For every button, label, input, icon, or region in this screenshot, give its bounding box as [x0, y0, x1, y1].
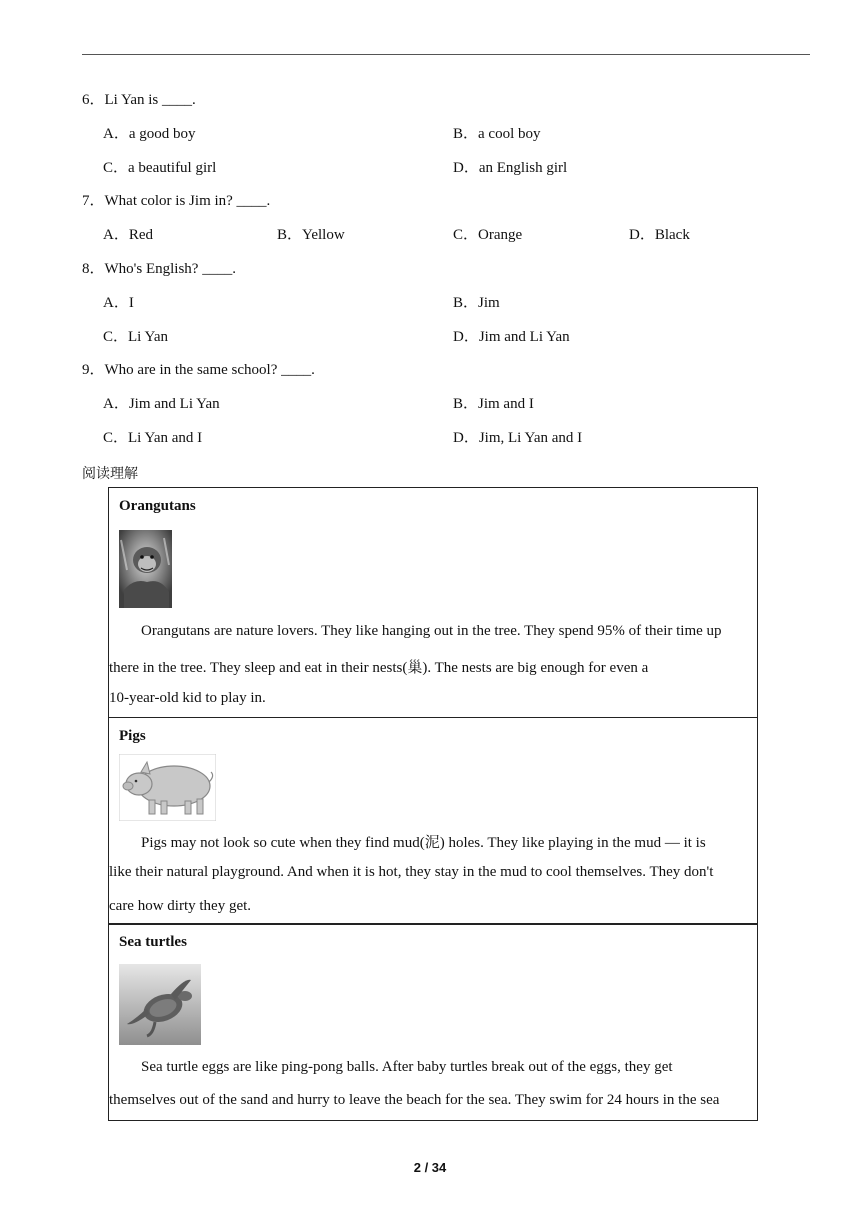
section-title: 阅读理解 [82, 466, 138, 482]
question-9: 9．Who are in the same school? ____. [82, 362, 315, 378]
passage-title: Orangutans [119, 498, 196, 514]
passage-line: Orangutans are nature lovers. They like hanging out in the tree. They spend 95% of their time up [141, 623, 722, 639]
passage-pigs [108, 717, 758, 925]
passage-line: care how dirty they get. [109, 898, 252, 914]
option-8c[interactable]: C．Li Yan [103, 329, 169, 345]
passage-line: Pigs may not look so cute when they find mud(泥) holes. They like playing in the mud — it is [141, 835, 706, 851]
passage-title: Sea turtles [119, 934, 187, 950]
passage-line: themselves out of the sand and hurry to leave the beach for the sea. They swim for 24 hours in the sea [109, 1092, 720, 1108]
orangutan-photo [119, 530, 172, 608]
passage-orangutans [108, 487, 758, 718]
sea-turtle-photo [119, 964, 201, 1045]
option-7b[interactable]: B．Yellow [277, 227, 345, 243]
header-rule [82, 54, 810, 55]
passage-line: Sea turtle eggs are like ping-pong balls. After baby turtles break out of the eggs, they get [141, 1059, 673, 1075]
passage-sea-turtles [108, 923, 758, 1121]
option-7c[interactable]: C．Orange [453, 227, 523, 243]
passage-line: like their natural playground. And when it is hot, they stay in the mud to cool themselves. They don't [109, 864, 714, 880]
pig-drawing [119, 754, 216, 821]
option-9c[interactable]: C．Li Yan and I [103, 430, 203, 446]
option-7d[interactable]: D．Black [629, 227, 690, 243]
option-6d[interactable]: D．an English girl [453, 160, 568, 176]
option-9d[interactable]: D．Jim, Li Yan and I [453, 430, 583, 446]
option-6c[interactable]: C．a beautiful girl [103, 160, 217, 176]
option-8a[interactable]: A．I [103, 295, 134, 311]
question-6: 6．Li Yan is ____. [82, 92, 196, 108]
option-6a[interactable]: A．a good boy [103, 126, 196, 142]
page-number: 2 / 34 [413, 1160, 447, 1175]
question-7: 7．What color is Jim in? ____. [82, 193, 271, 209]
passage-line: 10-year-old kid to play in. [109, 690, 266, 706]
option-9b[interactable]: B．Jim and I [453, 396, 534, 412]
option-9a[interactable]: A．Jim and Li Yan [103, 396, 220, 412]
option-7a[interactable]: A．Red [103, 227, 153, 243]
question-8: 8．Who's English? ____. [82, 261, 236, 277]
passage-line: there in the tree. They sleep and eat in their nests(巢). The nests are big enough for even a [109, 660, 649, 676]
passage-title: Pigs [119, 728, 146, 744]
option-6b[interactable]: B．a cool boy [453, 126, 541, 142]
option-8b[interactable]: B．Jim [453, 295, 500, 311]
option-8d[interactable]: D．Jim and Li Yan [453, 329, 570, 345]
